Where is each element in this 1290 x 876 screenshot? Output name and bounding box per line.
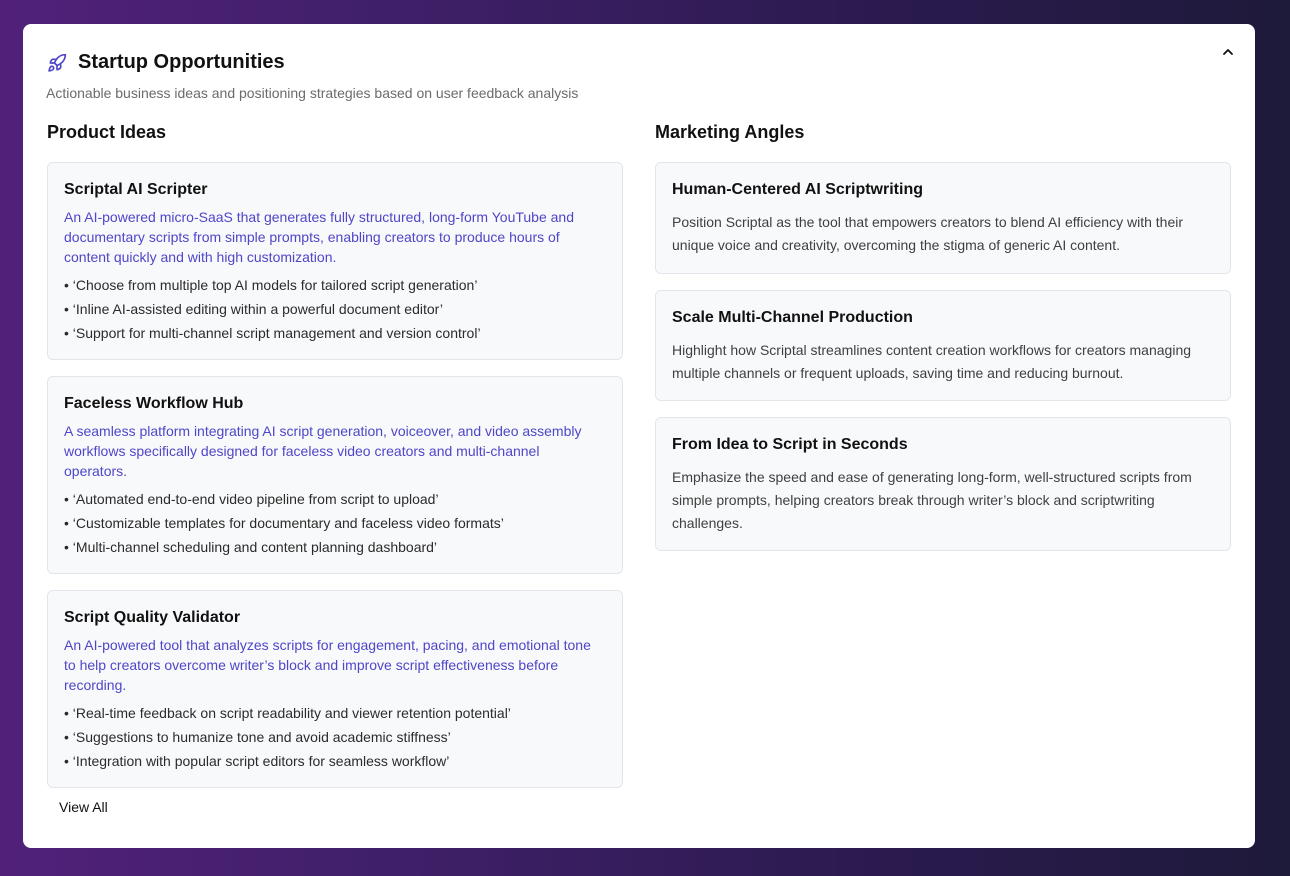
marketing-angle-title: Scale Multi-Channel Production [672, 309, 913, 326]
product-idea-description: An AI-powered tool that analyzes scripts for engagement, pacing, and emotional tone to help creators overcome writer’s block and improve script effectiveness before recording. [64, 637, 591, 693]
marketing-angles-heading: Marketing Angles [655, 122, 805, 142]
product-idea-features [64, 701, 511, 773]
marketing-angle-description: Highlight how Scriptal streamlines content creation workflows for creators managing multiple channels or frequent uploads, saving time and reducing burnout. [672, 342, 1192, 381]
product-idea-description: A seamless platform integrating AI script generation, voiceover, and video assembly workflows specifically designed for faceless video creators and multi-channel operators. [64, 423, 582, 479]
product-idea-card [47, 162, 623, 360]
product-idea-title: Faceless Workflow Hub [64, 395, 244, 412]
view-all-button[interactable]: View All [59, 799, 108, 815]
marketing-angle-title: Human-Centered AI Scriptwriting [672, 181, 923, 198]
product-idea-card [47, 376, 623, 574]
feature-item: • ‘Real-time feedback on script readability and viewer retention potential’ [64, 705, 511, 721]
marketing-angle-title: From Idea to Script in Seconds [672, 436, 908, 453]
product-ideas-heading: Product Ideas [47, 122, 167, 142]
feature-item: • ‘Integration with popular script editors for seamless workflow’ [64, 753, 450, 769]
feature-item: • ‘Multi-channel scheduling and content planning dashboard’ [64, 539, 438, 555]
panel-subtitle: Actionable business ideas and positioning strategies based on user feedback analysis [46, 85, 579, 101]
marketing-angle-card [655, 290, 1231, 401]
feature-item: • ‘Customizable templates for documentary and faceless video formats’ [64, 515, 504, 531]
feature-item: • ‘Suggestions to humanize tone and avoid academic stiffness’ [64, 729, 451, 745]
feature-item: • ‘Automated end-to-end video pipeline from script to upload’ [64, 491, 439, 507]
rocket-icon [47, 53, 67, 73]
panel-title: Startup Opportunities [78, 51, 285, 73]
marketing-angle-card [655, 417, 1231, 551]
feature-item: • ‘Inline AI-assisted editing within a powerful document editor’ [64, 301, 443, 317]
feature-item: • ‘Support for multi-channel script management and version control’ [64, 325, 481, 341]
product-idea-title: Script Quality Validator [64, 609, 241, 626]
startup-opportunities-panel [23, 24, 1255, 848]
product-idea-description: An AI-powered micro-SaaS that generates fully structured, long-form YouTube and documentary scripts from simple prompts, enabling creators to produce hours of content quickly and with high customization. [64, 209, 574, 265]
product-idea-features [64, 487, 504, 559]
marketing-angle-description: Position Scriptal as the tool that empowers creators to blend AI efficiency with their unique voice and creativity, overcoming the stigma of generic AI content. [672, 214, 1183, 253]
chevron-up-icon[interactable] [1218, 42, 1238, 62]
feature-item: • ‘Choose from multiple top AI models for tailored script generation’ [64, 277, 478, 293]
product-idea-features [64, 273, 481, 345]
product-idea-title: Scriptal AI Scripter [64, 181, 208, 198]
marketing-angle-card [655, 162, 1231, 274]
marketing-angle-description: Emphasize the speed and ease of generating long-form, well-structured scripts from simple prompts, helping creators break through writer’s block and scriptwriting challenges. [672, 469, 1192, 531]
product-idea-card [47, 590, 623, 788]
